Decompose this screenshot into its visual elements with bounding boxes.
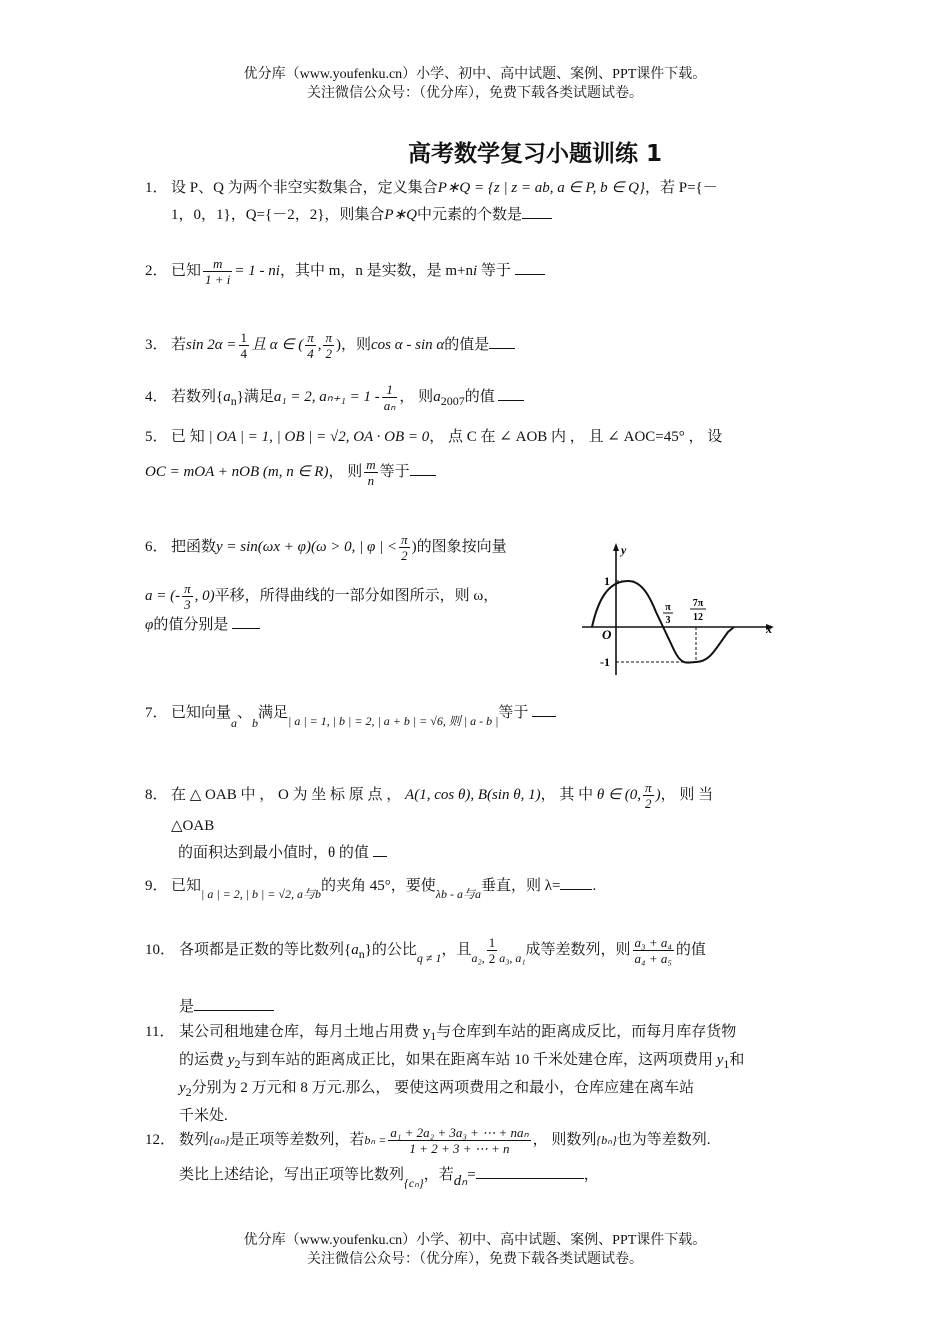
q2-text-3: 等于: [477, 262, 515, 279]
question-number: 2．: [145, 262, 168, 279]
q12-text-5: 类比上述结论，写出正项等比数列: [179, 1167, 405, 1183]
question-6: [145, 532, 565, 639]
question-number: 7．: [145, 705, 168, 721]
q11-sub-1: 1: [430, 1029, 437, 1043]
q6-frac1-den: 2: [401, 548, 408, 563]
q3-text-2: ，则: [341, 336, 372, 353]
q6-frac2-num: π: [184, 581, 191, 596]
q11-text-6: 分别为 2 万元和 8 万元.那么， 要使这两项费用之和最小，仓库应建在离车站: [191, 1080, 695, 1096]
answer-blank: [532, 701, 556, 717]
tick2-den: 12: [693, 612, 703, 623]
q11-text-5: 和: [729, 1052, 745, 1068]
q6-fraction-2: [182, 581, 193, 612]
q12-formula-2: bₙ =: [364, 1132, 387, 1147]
q2-formula: = 1 - ni: [234, 262, 280, 279]
question-number: 8．: [145, 786, 168, 803]
footer-line-1: 优分库（www.youfenku.cn）小学、初中、高中试题、案例、PPT课件下载。: [243, 1233, 707, 1248]
q4-frac-den: aₙ: [383, 398, 396, 413]
q3-text-3: 的值是: [444, 336, 490, 353]
q10-text-4: 成等差数列，则: [525, 941, 631, 958]
q4-text-2: }满足: [236, 388, 274, 405]
answer-blank: [194, 995, 274, 1011]
q4-sub: n: [230, 393, 237, 408]
question-10: [145, 935, 810, 1021]
q6-text-1: 把函数: [171, 538, 217, 555]
q2-fraction-num: m: [203, 256, 232, 272]
question-number: 4．: [145, 388, 168, 405]
q8-text-2: ， 其 中: [540, 786, 594, 803]
q10-formula-2a: a₂,: [471, 950, 485, 965]
answer-blank: [373, 841, 387, 857]
question-5: [145, 424, 810, 488]
q8-fraction: [643, 780, 654, 811]
q2-text-2: ，其中 m，n 是实数，是 m+n: [279, 262, 473, 279]
question-12: [145, 1125, 810, 1197]
q8-text-3: ， 则 当: [660, 786, 714, 803]
q2-text-i: i: [473, 262, 478, 279]
page-title: 高考数学复习小题训练 1: [407, 141, 662, 167]
q11-sub-4: 2: [185, 1085, 192, 1099]
q3-fraction-2: [305, 330, 316, 361]
question-7: [145, 700, 810, 737]
q6-frac2-den: 3: [184, 597, 191, 612]
question-8: [145, 780, 810, 867]
q11-text-4: 与到车站的距离成正比，如果在距离车站 10 千米处建仓库，这两项费用: [240, 1052, 717, 1068]
q10-text-5: 的值: [675, 941, 706, 958]
q11-text-7: 千米处.: [179, 1108, 228, 1124]
q9-text-1: 已知: [171, 878, 202, 894]
q5-text-4: 等于: [379, 463, 410, 480]
q3-formula-1: sin 2α =: [186, 336, 237, 353]
q11-sub-3: 1: [723, 1057, 730, 1071]
q10-frac1-num: 1: [488, 935, 496, 950]
q12-text-3: ， 则数列: [532, 1131, 597, 1148]
q10-sub: n: [358, 946, 365, 961]
q4-frac-num: 1: [382, 382, 398, 398]
q5-text-3: ， 则: [328, 463, 363, 480]
q10-a: a: [351, 941, 359, 958]
q3-text-1: 若: [171, 336, 187, 353]
q10-frac2-den: a₄ + a₅: [634, 951, 672, 966]
q8-text-4: △OAB: [171, 818, 215, 834]
q3-formula-4: cos α - sin α: [371, 336, 445, 353]
q6-formula-2b: , 0): [194, 587, 215, 604]
q3-frac3-num: π: [325, 330, 332, 345]
origin-label: O: [602, 627, 612, 642]
q12-frac-den: 1 + 2 + 3 + ⋯ + n: [409, 1141, 510, 1156]
q4-a: a: [223, 388, 231, 405]
q2-text-1: 已知: [171, 262, 202, 279]
q3-frac3-den: 2: [325, 346, 332, 361]
q7-vector-a: a: [231, 716, 238, 730]
header-line-2: 关注微信公众号：（优分库），免费下载各类试题试卷。: [307, 86, 643, 101]
q10-text-1: 各项都是正数的等比数列{: [179, 941, 352, 958]
q12-frac-num: a₁ + 2a₂ + 3a₃ + ⋯ + naₙ: [390, 1125, 529, 1140]
q2-fraction: [203, 256, 232, 287]
q12-text-7: =: [467, 1167, 476, 1183]
q4-text-3: ， 则: [399, 388, 434, 405]
q4-a2: a: [433, 388, 441, 405]
q7-text-1: 已知向量: [171, 705, 232, 721]
y-axis-label: y: [621, 543, 627, 557]
q10-fraction-1: [487, 935, 498, 966]
q12-formula-3: {bₙ}: [596, 1132, 617, 1147]
tick1-num: π: [665, 602, 671, 613]
q7-vector-b: b: [252, 716, 259, 730]
q11-text-1: 某公司租地建仓库，每月土地占用费 y: [179, 1024, 431, 1040]
question-11: [145, 1020, 810, 1128]
question-number: 6．: [145, 538, 168, 555]
answer-blank: [515, 259, 545, 275]
answer-blank: [476, 1163, 584, 1179]
y-max-label: 1: [604, 574, 610, 588]
answer-blank: [522, 203, 552, 219]
header-line-1: 优分库（www.youfenku.cn）小学、初中、高中试题、案例、PPT课件下载。: [243, 67, 707, 82]
question-4: [145, 382, 810, 415]
question-number: 3．: [145, 336, 168, 353]
tick1-den: 3: [665, 615, 671, 626]
q3-frac1-den: 4: [240, 346, 248, 361]
y-axis-arrow: [613, 543, 619, 551]
q7-text-3: 满足: [258, 705, 289, 721]
q8-frac-num: π: [645, 780, 652, 795]
q1-text-2: ，若 P={－: [645, 180, 718, 196]
question-2: [145, 256, 810, 287]
footer-line-2: 关注微信公众号：（优分库），免费下载各类试题试卷。: [307, 1252, 643, 1267]
q3-frac2-num: π: [307, 330, 314, 345]
q5-formula-1: | OA | = 1, | OB | = √2, OA · OB = 0: [208, 429, 430, 445]
answer-blank: [489, 333, 515, 349]
q3-frac2-den: 4: [307, 346, 314, 361]
q1-text-4: 中元素的个数是: [416, 207, 522, 223]
question-number: 1．: [145, 180, 168, 196]
sine-curve: [592, 581, 734, 663]
answer-blank: [498, 385, 524, 401]
q10-text-2: }的公比: [364, 941, 417, 958]
q8-formula-2: θ ∈ (0,: [596, 786, 642, 803]
q6-formula-1b: ): [411, 538, 417, 555]
q4-text-4: 的值: [464, 388, 499, 405]
q11-y3: y: [179, 1080, 186, 1096]
q8-formula-1: A(1, cos θ), B(sin θ, 1): [405, 786, 541, 803]
q9-text-2: 的夹角 45°，要使: [321, 878, 436, 894]
q10-frac2-num: a₃ + a₄: [634, 935, 672, 950]
q12-text-6: ，若: [423, 1167, 454, 1183]
q5-formula-2: OC = mOA + nOB (m, n ∈ R): [145, 463, 329, 480]
q3-frac1-num: 1: [240, 330, 248, 345]
q11-y1: y: [716, 1052, 724, 1068]
q6-fraction-1: [399, 532, 410, 563]
q6-phi: φ: [145, 617, 154, 633]
question-1: [145, 175, 810, 229]
q12-text-1: 数列: [179, 1131, 210, 1148]
q7-text-2: 、: [237, 705, 253, 721]
q10-text-6: 是: [179, 998, 195, 1015]
sine-graph: [578, 540, 778, 680]
question-number: 5．: [145, 429, 168, 445]
q6-text-4: 的值分别是: [153, 617, 233, 633]
answer-blank: [410, 460, 436, 476]
question-9: [145, 873, 810, 908]
question-3: 3． 若sin 2α = $\frac{1}{4}$ 且 α ∈ ( $\frac{\pi}{4}$ , $\frac{\pi}{2}$ )，则cos α - sin α的值是: [145, 330, 810, 361]
q6-frac1-num: π: [401, 532, 408, 547]
q11-text-3: 的运费: [179, 1052, 228, 1068]
q3-fraction-1: [239, 330, 250, 361]
q5-frac-num: m: [366, 457, 376, 472]
q6-text-3: 平移，所得曲线的一部分如图所示，则 ω，: [214, 587, 499, 604]
q4-sub2: 2007: [440, 393, 465, 408]
q10-formula-1: q ≠ 1: [416, 950, 442, 965]
q2-fraction-den: 1 + i: [205, 272, 231, 287]
q6-formula-1: y = sin(ωx + φ)(ω > 0, | φ | <: [216, 538, 398, 555]
q10-text-3: ，且: [441, 941, 472, 958]
q6-text-2: 的图象按向量: [416, 538, 507, 555]
q6-formula-2: a = (-: [145, 587, 181, 604]
tick2-num: 7π: [692, 598, 704, 609]
q11-sub-2: 2: [234, 1057, 241, 1071]
q5-text-2: ， 点 C 在 ∠ AOB 内 ， 且 ∠ AOC=45° ， 设: [429, 429, 723, 445]
q9-text-4: .: [592, 878, 597, 894]
q11-y2: y: [227, 1052, 235, 1068]
q12-text-4: 也为等差数列.: [616, 1131, 711, 1148]
q12-formula-4: {cₙ}: [404, 1176, 424, 1190]
q10-formula-2b: a₃, a₁: [499, 950, 526, 965]
q5-frac-den: n: [367, 473, 375, 488]
q9-text-3: 垂直，则 λ=: [480, 878, 561, 894]
q4-text-1: 若数列{: [171, 388, 224, 405]
q1-text-3: 1，0，1}，Q={－2，2}，则集合: [171, 207, 385, 223]
q4-fraction: [382, 382, 398, 413]
q12-formula-1: {aₙ}: [209, 1132, 230, 1147]
q10-fraction-2: [633, 935, 674, 966]
q5-fraction: [364, 457, 377, 488]
q12-formula-5: dₙ: [453, 1173, 468, 1189]
q10-frac1-den: 2: [488, 951, 496, 966]
q12-text-2: 是正项等差数列，若: [229, 1131, 365, 1148]
answer-blank: [560, 874, 592, 890]
q12-fraction: [388, 1125, 530, 1156]
q3-formula-2: 且 α ∈ (: [251, 336, 304, 353]
q9-formula-1: | a | = 2, | b | = √2, a与b: [201, 887, 321, 901]
question-number: 10．: [145, 941, 176, 958]
q7-text-4: 等于: [498, 705, 533, 721]
q3-fraction-3: [323, 330, 334, 361]
q3-formula-3: ): [336, 336, 341, 353]
q9-formula-2: λb - a与a: [435, 887, 481, 901]
q7-formula: | a | = 1, | b | = 2, | a + b | = √6, 则 | a - b |: [288, 714, 499, 728]
question-number: 11．: [145, 1024, 175, 1040]
q1-formula-2: P∗Q: [384, 207, 417, 223]
q8-formula-2b: ): [655, 786, 661, 803]
y-min-label: -1: [600, 655, 610, 669]
q5-text-1: 已 知: [171, 429, 205, 445]
question-number: 12．: [145, 1131, 176, 1148]
x-axis-label: x: [766, 622, 772, 636]
q1-formula-1: P∗Q = {z | z = ab, a ∈ P, b ∈ Q}: [437, 180, 645, 196]
question-number: 9．: [145, 878, 168, 894]
q12-text-8: ，: [583, 1167, 599, 1183]
q8-frac-den: 2: [645, 796, 652, 811]
answer-blank: [232, 613, 260, 629]
q4-formula: a₁ = 2, aₙ₊₁ = 1 -: [273, 388, 380, 405]
q8-text-1: 在 △ OAB 中 ， O 为 坐 标 原 点 ，: [171, 786, 402, 803]
q11-text-2: 与仓库到车站的距离成反比，而每月库存货物: [436, 1024, 737, 1040]
q1-text-1: 设 P、Q 为两个非空实数集合，定义集合: [171, 180, 438, 196]
q8-text-5: 的面积达到最小值时，θ 的值: [178, 845, 373, 861]
